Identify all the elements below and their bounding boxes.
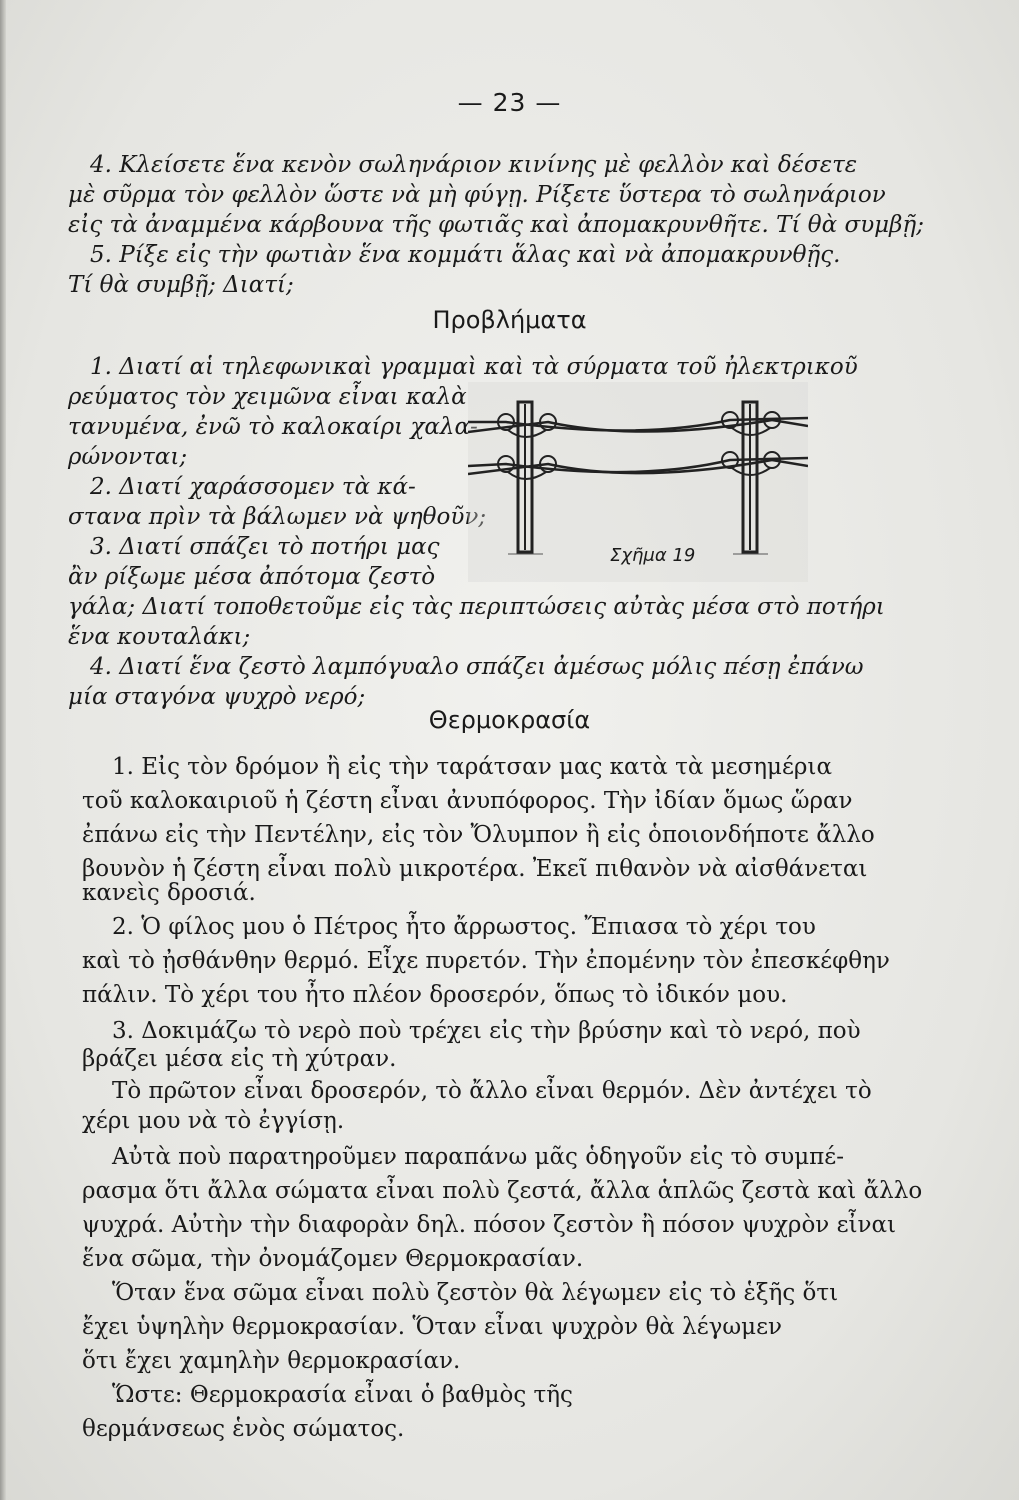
text-line: 1. Εἰς τὸν δρόμον ἢ εἰς τὴν ταράτσαν μας κατὰ τὰ μεσημέρια [112,754,832,780]
text-line: ρασμα ὅτι ἄλλα σώματα εἶναι πολὺ ζεστά, ἄλλα ἁπλῶς ζεστὰ καὶ ἄλλο [82,1178,923,1204]
text-line: χέρι μου νὰ τὸ ἐγγίσῃ. [82,1108,345,1134]
text-line: καὶ τὸ ᾐσθάνθην θερμό. Εἶχε πυρετόν. Τὴν ἐπομένην τὸν ἐπεσκέφθην [82,948,890,974]
text-line: βράζει μέσα εἰς τὴ χύτραν. [82,1046,397,1072]
page-edge [0,0,6,1500]
problem-line: 3. Διατί σπάζει τὸ ποτήρι μας [90,534,440,560]
text-line: Ὅταν ἕνα σῶμα εἶναι πολὺ ζεστὸν θὰ λέγωμεν εἰς τὸ ἑξῆς ὅτι [112,1280,839,1306]
exercise-line: μὲ σῦρμα τὸν φελλὸν ὥστε νὰ μὴ φύγῃ. Ρίξετε ὕστερα τὸ σωληνάριον [68,182,886,208]
problems-heading: Προβλήματα [432,306,587,334]
figure-caption: Σχῆμα 19 [610,545,696,566]
text-line: κανεὶς δροσιά. [82,880,256,906]
problem-line: στανα πρὶν τὰ βάλωμεν νὰ ψηθοῦν; [68,504,487,530]
text-line: 3. Δοκιμάζω τὸ νερὸ ποὺ τρέχει εἰς τὴν βρύσην καὶ τὸ νερό, ποὺ [112,1018,861,1044]
text-line: βουνὸν ἡ ζέστη εἶναι πολὺ μικροτέρα. Ἐκεῖ πιθανὸν νὰ αἰσθάνεται [82,856,868,882]
text-line: Τὸ πρῶτον εἶναι δροσερόν, τὸ ἄλλο εἶναι θερμόν. Δὲν ἀντέχει τὸ [112,1078,872,1104]
problem-line: ἂν ρίξωμε μέσα ἀπότομα ζεστὸ [68,564,436,590]
problem-line: 2. Διατί χαράσσομεν τὰ κά- [90,474,416,500]
temperature-heading: Θερμοκρασία [428,706,591,734]
problem-line: γάλα; Διατί τοποθετοῦμε εἰς τὰς περιπτώσεις αὐτὰς μέσα στὸ ποτήρι [68,594,885,620]
problem-line: τανυμένα, ἐνῶ τὸ καλοκαίρι χαλα- [68,414,478,440]
exercise-line: 5. Ρίξε εἰς τὴν φωτιὰν ἕνα κομμάτι ἅλας καὶ νὰ ἀπομακρυνθῇς. [90,242,841,268]
problem-line: ρώνονται; [68,444,188,470]
exercise-line: 4. Κλείσετε ἕνα κενὸν σωληνάριον κινίνης μὲ φελλὸν καὶ δέσετε [90,152,858,178]
text-line: ὅτι ἔχει χαμηλὴν θερμοκρασίαν. [82,1348,461,1374]
exercise-line: εἰς τὰ ἀναμμένα κάρβουνα τῆς φωτιᾶς καὶ ἀπομακρυνθῆτε. Τί θὰ συμβῇ; [68,212,924,238]
text-line: ἔχει ὑψηλὴν θερμοκρασίαν. Ὅταν εἶναι ψυχρὸν θὰ λέγωμεν [82,1314,782,1340]
page-number: — 23 — [457,88,562,117]
text-line: 2. Ὁ φίλος μου ὁ Πέτρος ἦτο ἄρρωστος. Ἔπιασα τὸ χέρι του [112,914,816,940]
definition-line: θερμάνσεως ἑνὸς σώματος. [82,1416,405,1442]
problem-line: ρεύματος τὸν χειμῶνα εἶναι καλὰ [68,384,467,410]
text-line: ἕνα σῶμα, τὴν ὀνομάζομεν Θερμοκρασίαν. [82,1246,584,1272]
problem-line: ἕνα κουταλάκι; [68,624,251,650]
text-line: Αὐτὰ ποὺ παρατηροῦμεν παραπάνω μᾶς ὁδηγοῦν εἰς τὸ συμπέ- [112,1144,844,1170]
definition-line: Ὥστε: Θερμοκρασία εἶναι ὁ βαθμὸς τῆς [112,1382,573,1408]
problem-line: μία σταγόνα ψυχρὸ νερό; [68,684,366,710]
problem-line: 4. Διατί ἕνα ζεστὸ λαμπόγυαλο σπάζει ἀμέσως μόλις πέσῃ ἐπάνω [90,654,864,680]
text-line: ἐπάνω εἰς τὴν Πεντέλην, εἰς τὸν Ὄλυμπον ἢ εἰς ὁποιονδήποτε ἄλλο [82,822,875,848]
text-line: τοῦ καλοκαιριοῦ ἡ ζέστη εἶναι ἀνυπόφορος. Τὴν ἰδίαν ὅμως ὥραν [82,788,853,814]
text-line: πάλιν. Τὸ χέρι του ἦτο πλέον δροσερόν, ὅπως τὸ ἰδικόν μου. [82,982,788,1008]
text-line: ψυχρά. Αὐτὴν τὴν διαφορὰν δηλ. πόσον ζεστὸν ἢ πόσον ψυχρὸν εἶναι [82,1212,897,1238]
exercise-line: Τί θὰ συμβῇ; Διατί; [68,272,294,298]
problem-line: 1. Διατί αἱ τηλεφωνικαὶ γραμμαὶ καὶ τὰ σύρματα τοῦ ἠλεκτρικοῦ [90,354,858,380]
